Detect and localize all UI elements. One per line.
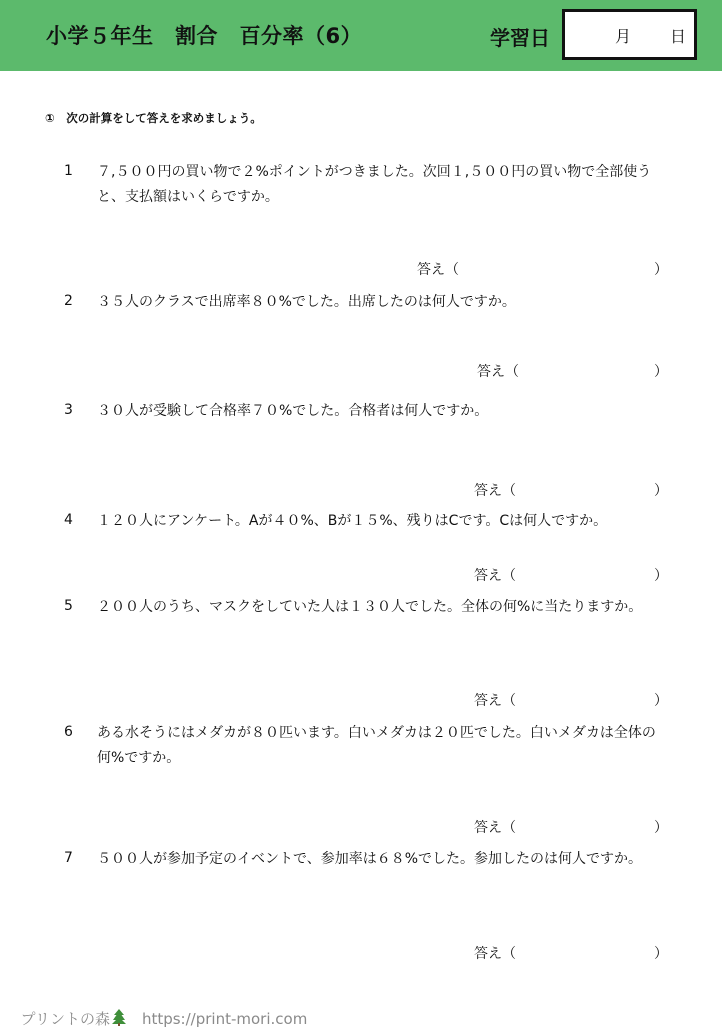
question-text: １２０人にアンケート。Aが４０%、Bが１５%、残りはCです。Cは何人ですか。 bbox=[97, 513, 608, 529]
question-number: 4 bbox=[64, 512, 73, 528]
answer-close-paren: ） bbox=[654, 693, 668, 709]
page-title: 小学５年生 割合 百分率（6） bbox=[46, 24, 363, 48]
answer-close-paren: ） bbox=[654, 946, 668, 962]
footer bbox=[11, 990, 307, 1030]
question-number: 2 bbox=[64, 293, 73, 309]
question-number: 6 bbox=[64, 724, 73, 740]
question-text: ある水そうにはメダカが８０匹います。白いメダカは２０匹でした。白いメダカは全体の何%ですか。 bbox=[97, 725, 656, 766]
answer-label: 答え（ bbox=[417, 262, 459, 278]
site-name: プリントの森 bbox=[20, 1010, 110, 1028]
header-bar bbox=[0, 0, 722, 71]
answer-close-paren: ） bbox=[654, 364, 668, 380]
answer-close-paren: ） bbox=[654, 262, 668, 278]
site-url-link[interactable]: https://print-mori.com bbox=[141, 1010, 308, 1028]
date-field[interactable] bbox=[562, 9, 697, 60]
answer-label: 答え（ bbox=[474, 568, 516, 584]
answer-label: 答え（ bbox=[474, 946, 516, 962]
question-text: ３５人のクラスで出席率８０%でした。出席したのは何人ですか。 bbox=[97, 294, 516, 310]
question-number: 5 bbox=[64, 598, 73, 614]
day-label: 日 bbox=[670, 27, 687, 46]
answer-label: 答え（ bbox=[474, 820, 516, 836]
question-text: ２００人のうち、マスクをしていた人は１３０人でした。全体の何%に当たりますか。 bbox=[97, 599, 643, 615]
question-text: ７,５００円の買い物で２%ポイントがつきました。次回１,５００円の買い物で全部使うと、支払額はいくらですか。 bbox=[97, 164, 652, 205]
tree-icon bbox=[112, 1009, 126, 1030]
question-number: 1 bbox=[64, 163, 73, 179]
answer-close-paren: ） bbox=[654, 568, 668, 584]
month-label: 月 bbox=[615, 27, 632, 46]
question-number: 7 bbox=[64, 850, 73, 866]
study-date-label: 学習日 bbox=[490, 26, 550, 50]
question-text: ３０人が受験して合格率７０%でした。合格者は何人ですか。 bbox=[97, 403, 489, 419]
question-text: ５００人が参加予定のイベントで、参加率は６８%でした。参加したのは何人ですか。 bbox=[97, 851, 643, 867]
answer-label: 答え（ bbox=[474, 693, 516, 709]
answer-label: 答え（ bbox=[474, 483, 516, 499]
answer-close-paren: ） bbox=[654, 483, 668, 499]
instruction-text: ① 次の計算をして答えを求めましょう。 bbox=[45, 111, 262, 125]
answer-label: 答え（ bbox=[477, 364, 519, 380]
answer-close-paren: ） bbox=[654, 820, 668, 836]
question-number: 3 bbox=[64, 402, 73, 418]
